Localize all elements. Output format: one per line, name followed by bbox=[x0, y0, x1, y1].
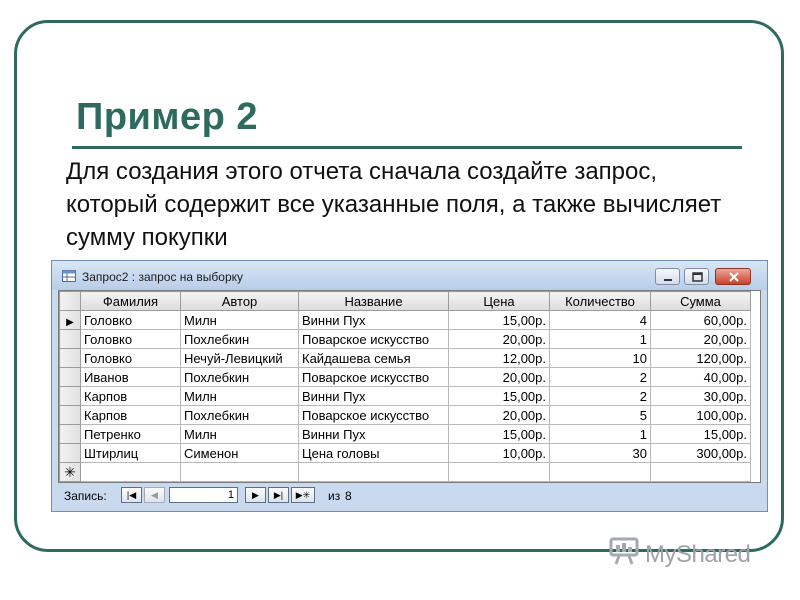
query-app-icon bbox=[62, 270, 76, 282]
previous-record-button[interactable]: ◀ bbox=[144, 487, 165, 503]
slide-body-text: Для создания этого отчета сначала создайте запрос, который содержит все указанные поля, а также вычисляет сумму покупки bbox=[66, 158, 722, 251]
slide-title: Пример 2 bbox=[76, 96, 259, 138]
cell-title[interactable]: Поварское искусство bbox=[299, 368, 449, 387]
current-record-icon: ▶ bbox=[66, 316, 74, 328]
current-record-input[interactable]: 1 bbox=[169, 487, 238, 503]
record-total: 8 bbox=[345, 489, 352, 503]
cell-sum-new[interactable] bbox=[651, 463, 751, 482]
title-divider bbox=[72, 146, 742, 149]
maximize-icon bbox=[685, 269, 710, 286]
cell-surname-new[interactable] bbox=[81, 463, 181, 482]
cell-title-new[interactable] bbox=[299, 463, 449, 482]
cell-quantity[interactable]: 4 bbox=[550, 311, 651, 330]
new-record-row bbox=[60, 463, 751, 482]
query-window bbox=[51, 260, 768, 512]
cell-sum[interactable]: 60,00р. bbox=[651, 311, 751, 330]
cell-price[interactable]: 15,00р. bbox=[449, 387, 550, 406]
column-header-title[interactable]: Название bbox=[299, 292, 449, 311]
cell-surname[interactable]: Иванов bbox=[81, 368, 181, 387]
cell-author[interactable]: Милн bbox=[181, 311, 299, 330]
table-row bbox=[60, 406, 751, 425]
record-selector[interactable] bbox=[60, 387, 81, 406]
table-row bbox=[60, 311, 751, 330]
cell-price[interactable]: 10,00р. bbox=[449, 444, 550, 463]
cell-surname[interactable]: Головко bbox=[81, 311, 181, 330]
cell-price[interactable]: 12,00р. bbox=[449, 349, 550, 368]
cell-quantity[interactable]: 1 bbox=[550, 425, 651, 444]
table-row bbox=[60, 349, 751, 368]
new-record-icon: ✳ bbox=[64, 463, 76, 480]
table-row bbox=[60, 444, 751, 463]
cell-surname[interactable]: Штирлиц bbox=[81, 444, 181, 463]
cell-surname[interactable]: Карпов bbox=[81, 387, 181, 406]
cell-sum[interactable]: 20,00р. bbox=[651, 330, 751, 349]
column-header-author[interactable]: Автор bbox=[181, 292, 299, 311]
cell-quantity[interactable]: 2 bbox=[550, 387, 651, 406]
cell-price[interactable]: 20,00р. bbox=[449, 368, 550, 387]
cell-author[interactable]: Похлебкин bbox=[181, 368, 299, 387]
record-selector[interactable] bbox=[60, 368, 81, 387]
cell-sum[interactable]: 120,00р. bbox=[651, 349, 751, 368]
table-row bbox=[60, 425, 751, 444]
cell-sum[interactable]: 15,00р. bbox=[651, 425, 751, 444]
table-row bbox=[60, 330, 751, 349]
cell-sum[interactable]: 30,00р. bbox=[651, 387, 751, 406]
datasheet bbox=[58, 290, 761, 483]
cell-quantity-new[interactable] bbox=[550, 463, 651, 482]
window-title: Запрос2 : запрос на выборку bbox=[82, 270, 244, 284]
record-selector[interactable] bbox=[60, 330, 81, 349]
column-header-surname[interactable]: Фамилия bbox=[81, 292, 181, 311]
cell-price[interactable]: 20,00р. bbox=[449, 406, 550, 425]
watermark-text: MyShared bbox=[645, 541, 751, 568]
close-icon bbox=[716, 269, 752, 286]
cell-title[interactable]: Цена головы bbox=[299, 444, 449, 463]
cell-title[interactable]: Кайдашева семья bbox=[299, 349, 449, 368]
cell-price[interactable]: 20,00р. bbox=[449, 330, 550, 349]
cell-quantity[interactable]: 1 bbox=[550, 330, 651, 349]
cell-title[interactable]: Винни Пух bbox=[299, 387, 449, 406]
record-selector[interactable] bbox=[60, 444, 81, 463]
myshared-logo-icon bbox=[608, 536, 644, 566]
cell-title[interactable]: Винни Пух bbox=[299, 311, 449, 330]
record-of-label: из bbox=[328, 489, 341, 503]
cell-sum[interactable]: 300,00р. bbox=[651, 444, 751, 463]
cell-quantity[interactable]: 10 bbox=[550, 349, 651, 368]
column-header-sum[interactable]: Сумма bbox=[651, 292, 751, 311]
record-selector[interactable] bbox=[60, 425, 81, 444]
minimize-button[interactable] bbox=[655, 268, 680, 285]
last-record-button[interactable]: ▶| bbox=[268, 487, 289, 503]
cell-surname[interactable]: Головко bbox=[81, 330, 181, 349]
cell-title[interactable]: Винни Пух bbox=[299, 425, 449, 444]
maximize-button[interactable] bbox=[684, 268, 709, 285]
new-record-button[interactable]: ▶✳ bbox=[291, 487, 315, 503]
column-header-quantity[interactable]: Количество bbox=[550, 292, 651, 311]
minimize-icon bbox=[656, 269, 681, 286]
next-record-button[interactable]: ▶ bbox=[245, 487, 266, 503]
cell-author[interactable]: Нечуй-Левицкий bbox=[181, 349, 299, 368]
cell-surname[interactable]: Карпов bbox=[81, 406, 181, 425]
cell-author[interactable]: Милн bbox=[181, 425, 299, 444]
cell-price[interactable]: 15,00р. bbox=[449, 425, 550, 444]
cell-quantity[interactable]: 30 bbox=[550, 444, 651, 463]
cell-surname[interactable]: Петренко bbox=[81, 425, 181, 444]
window-titlebar[interactable] bbox=[52, 261, 767, 290]
first-record-button[interactable]: |◀ bbox=[121, 487, 142, 503]
cell-title[interactable]: Поварское искусство bbox=[299, 330, 449, 349]
header-row bbox=[60, 292, 751, 311]
cell-title[interactable]: Поварское искусство bbox=[299, 406, 449, 425]
record-navigator bbox=[58, 485, 761, 507]
cell-author-new[interactable] bbox=[181, 463, 299, 482]
cell-quantity[interactable]: 5 bbox=[550, 406, 651, 425]
cell-sum[interactable]: 100,00р. bbox=[651, 406, 751, 425]
record-selector-current[interactable] bbox=[60, 311, 81, 330]
select-all-corner[interactable] bbox=[60, 292, 81, 311]
column-header-price[interactable]: Цена bbox=[449, 292, 550, 311]
cell-author[interactable]: Милн bbox=[181, 387, 299, 406]
record-label: Запись: bbox=[64, 489, 107, 503]
cell-quantity[interactable]: 2 bbox=[550, 368, 651, 387]
datasheet-table bbox=[59, 291, 751, 482]
cell-sum[interactable]: 40,00р. bbox=[651, 368, 751, 387]
cell-author[interactable]: Похлебкин bbox=[181, 330, 299, 349]
cell-price-new[interactable] bbox=[449, 463, 550, 482]
record-selector[interactable] bbox=[60, 349, 81, 368]
table-row bbox=[60, 368, 751, 387]
cell-author[interactable]: Сименон bbox=[181, 444, 299, 463]
cell-surname[interactable]: Головко bbox=[81, 349, 181, 368]
record-selector-new[interactable] bbox=[60, 463, 81, 482]
table-row bbox=[60, 387, 751, 406]
cell-price[interactable]: 15,00р. bbox=[449, 311, 550, 330]
cell-author[interactable]: Похлебкин bbox=[181, 406, 299, 425]
record-selector[interactable] bbox=[60, 406, 81, 425]
close-button[interactable] bbox=[715, 268, 751, 285]
